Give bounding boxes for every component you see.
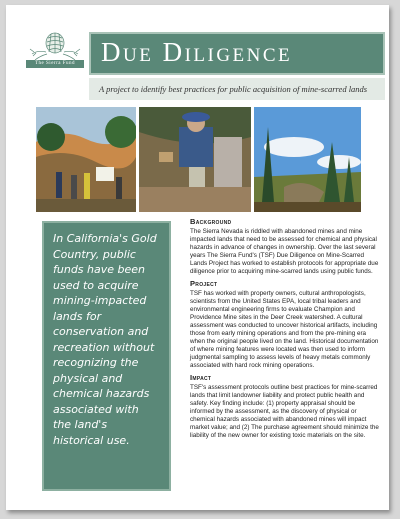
document-page — [6, 5, 389, 510]
photo-forest-landscape — [254, 107, 361, 212]
logo-wordmark: The Sierra Fund — [26, 60, 84, 68]
section-heading-impact: Impact — [190, 373, 212, 382]
section-text-project: TSF has worked with property owners, cultural anthropologists, scientists from the United States EPA, local tribal leaders and environmental engineering firms to evaluate Champion and Providence Mine sites in the Deer Creek watershed. A cultural assessment was conducted to uncover historical artifacts, including those from early mining operations and from the pre-mining era when the original people lived on the land. Historical documentation of where mining features were located was then used to inform judgmental sampling to assess levels of heavy metals commonly associated with hard rock mining operations. — [190, 290, 379, 369]
section-text-impact: TSF's assessment protocols outline best practices for mine-scarred lands that limit landowner liability and protect public health and safety. Key finding include: (1) property appraisal should be informed by the assessment, as the discovery of physical or chemical hazards associated with abandoned mines will impact market value; and (2) The purchase agreement should minimize the liability of the new owner for existing toxic materials on the site. — [190, 384, 379, 439]
subtitle-banner — [89, 78, 385, 100]
page-title: Due Diligence — [101, 37, 293, 67]
photo-field-team — [36, 107, 136, 212]
callout-box — [42, 221, 171, 491]
section-text-background: The Sierra Nevada is riddled with abandoned mines and mine impacted lands that need to be assessed for chemical and physical hazards in advance of changes in ownership. Over the last several years The Sierra Fund's (TSF) Due Diligence on Mine-Scarred Lands Project has worked to establish protocols for appropriate due diligence prior to acquiring mine-scarred lands using public funds. — [190, 228, 379, 275]
callout-text: In California's Gold Country, public funds have been used to acquire mining-impacted lands for conservation and recreation without recognizing the physical and chemical hazards associated with the land's historical use. — [53, 232, 157, 447]
title-banner — [89, 32, 385, 75]
section-heading-background: Background — [190, 217, 232, 226]
body-column — [190, 217, 380, 443]
page-subtitle: A project to identify best practices for public acquisition of mine-scarred lands — [99, 84, 368, 94]
section-heading-project: Project — [190, 279, 218, 288]
photo-soil-sampling — [139, 107, 251, 212]
